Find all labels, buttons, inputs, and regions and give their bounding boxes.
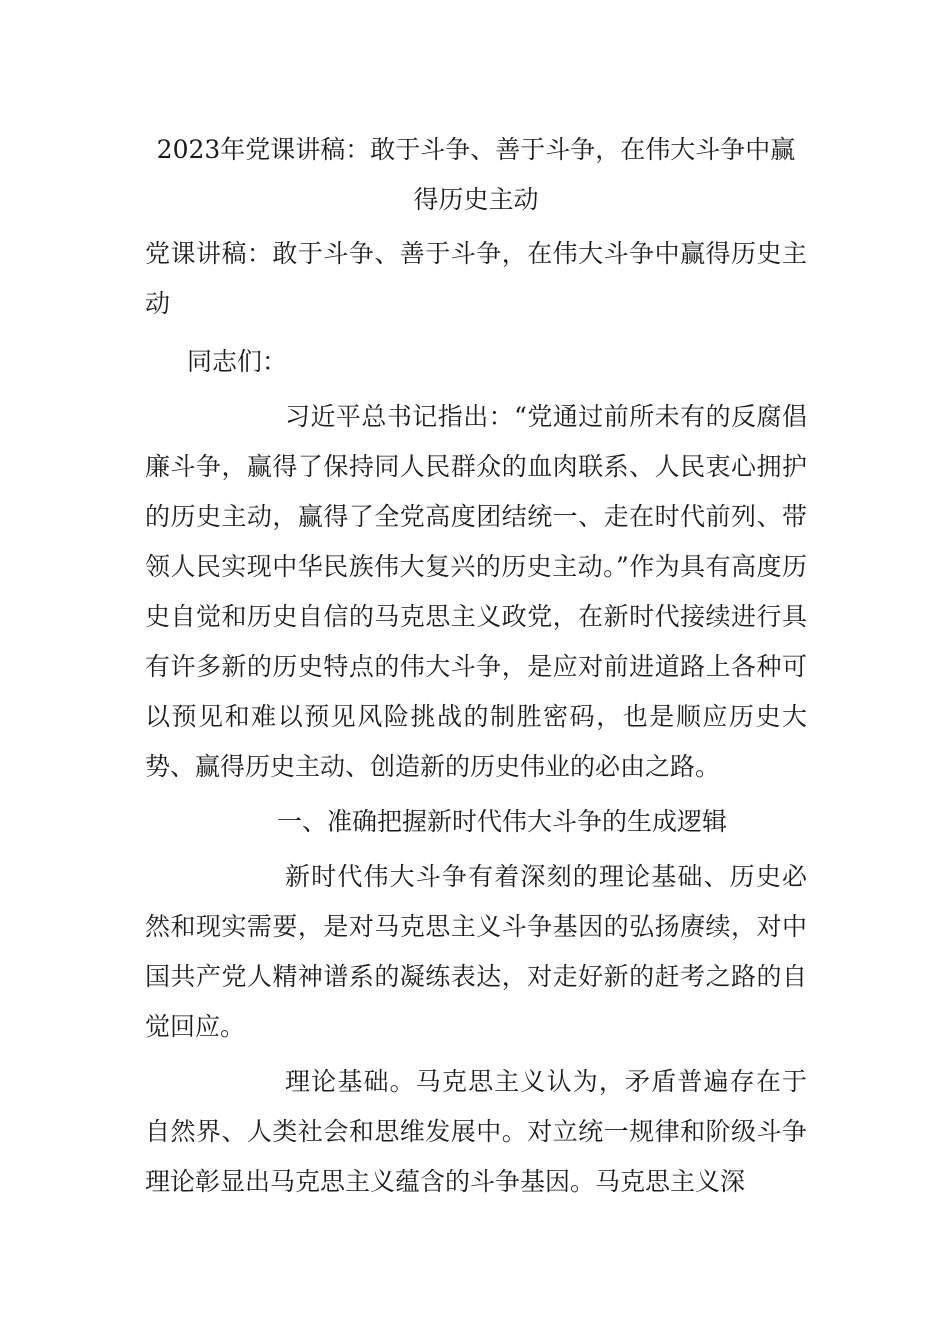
section-paragraph-1: 新时代伟大斗争有着深刻的理论基础、历史必然和现实需要，是对马克思主义斗争基因的弘扬赓续，对中国共产党人精神谱系的凝练表达，对走好新的赶考之路的自觉回应。 xyxy=(145,862,807,1041)
section-heading: 一、准确把握新时代伟大斗争的生成逻辑 xyxy=(277,807,728,836)
document-subtitle: 党课讲稿：敢于斗争、善于斗争，在伟大斗争中赢得历史主动 xyxy=(145,239,807,318)
body-paragraph-1: 习近平总书记指出：“党通过前所未有的反腐倡廉斗争，赢得了保持同人民群众的血肉联系、人民衷心拥护的历史主动，赢得了全党高度团结统一、走在时代前列、带领人民实现中华民族伟大复兴的历史主动。”作为具有高度历史自觉和历史自信的马克思主义政党，在新时代接续进行具有许多新的历史特点的伟大斗争，是应对前进道路上各种可以预见和难以预见风险挑战的制胜密码，也是顺应历史大势、赢得历史主动、创造新的历史伟业的必由之路。 xyxy=(145,402,807,781)
document-title: 2023年党课讲稿：敢于斗争、善于斗争，在伟大斗争中赢得历史主动 xyxy=(156,135,796,214)
section-paragraph-2: 理论基础。马克思主义认为，矛盾普遍存在于自然界、人类社会和思维发展中。对立统一规律和阶级斗争理论彰显出马克思主义蕴含的斗争基因。马克思主义深 xyxy=(145,1067,807,1196)
salutation: 同志们： xyxy=(187,347,288,376)
document-body xyxy=(145,125,807,1207)
